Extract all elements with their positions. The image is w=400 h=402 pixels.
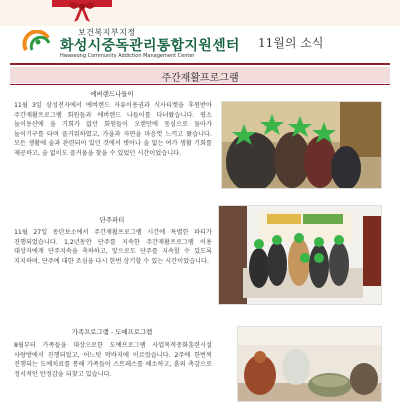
ribbon-icon [52, 0, 112, 22]
pottery-photo [237, 326, 382, 402]
section-text-party: 11월 27일 동탄보소에서 주간재활프로그램 시간에 특별한 파티가 진행되었습니다. 1,2년동안 단주를 지속한 주간재활프로그램 이용 대상자에게 단주지속을 축하하고, 앞으로도 단주를 지속할 수 있도록 지지하며, 단주에 대한 조심을 다시 한번 상기할 수 있는 시간이었습니다. [14, 229, 212, 265]
section-text-everland: 11월 3일 삼성전자에서 에버랜드 자유이용권과 식사티켓을 후원받아 주간재활프로그램 회원들과 에버랜드 나들이를 다녀왔습니다. 평소 놀이동산에 올 기회가 없던 회원들이 오랜만에 동심으로 돌아가 놀이기구를 타며 즐거워하였고, 가을과 자연을 마음껏 느끼고 왔습니다. 모든 생활에 술과 관련되어 있던 것에서 벗어나 술 없는 여가 생활 기회를 제공하고, 술 없이도 즐거움을 찾을 수 있었던 시간이었습니다. [14, 102, 212, 157]
party-photo [218, 205, 382, 305]
section-title: 주간재활프로그램 [161, 73, 239, 84]
issue-title: 11월의 소식 [258, 36, 324, 50]
section-text-pottery: 8월부터 가족들을 대상으로한 도예프로그램 사업목적중화훈련시설 사랑방에서 진행되었고, 어느덧 막바지에 이르렀습니다. 2주에 한번씩 진행되는 도예치료를 통해 가족들이 스트레스를 해소하고, 흙의 촉감으로 정서적인 안정감을 되찾고 있습니다. [14, 342, 212, 378]
section-heading-everland: 에버랜드나들이 [90, 90, 134, 98]
everland-photo [221, 101, 382, 189]
org-name: 화성시중독관리통합지원센터 [60, 38, 240, 54]
section-heading-party: 단주파티 [99, 216, 125, 224]
section-heading-pottery: 가족프로그램 - 도예프로그램 [71, 328, 153, 336]
org-english-name: Hwaseong Community Addiction Management Center [60, 53, 195, 59]
divider-top [10, 63, 390, 65]
divider-bottom [10, 84, 390, 85]
org-designation: 보건복지부지정 [78, 28, 136, 37]
logo-icon [22, 30, 56, 52]
section-title-bar [10, 67, 390, 83]
